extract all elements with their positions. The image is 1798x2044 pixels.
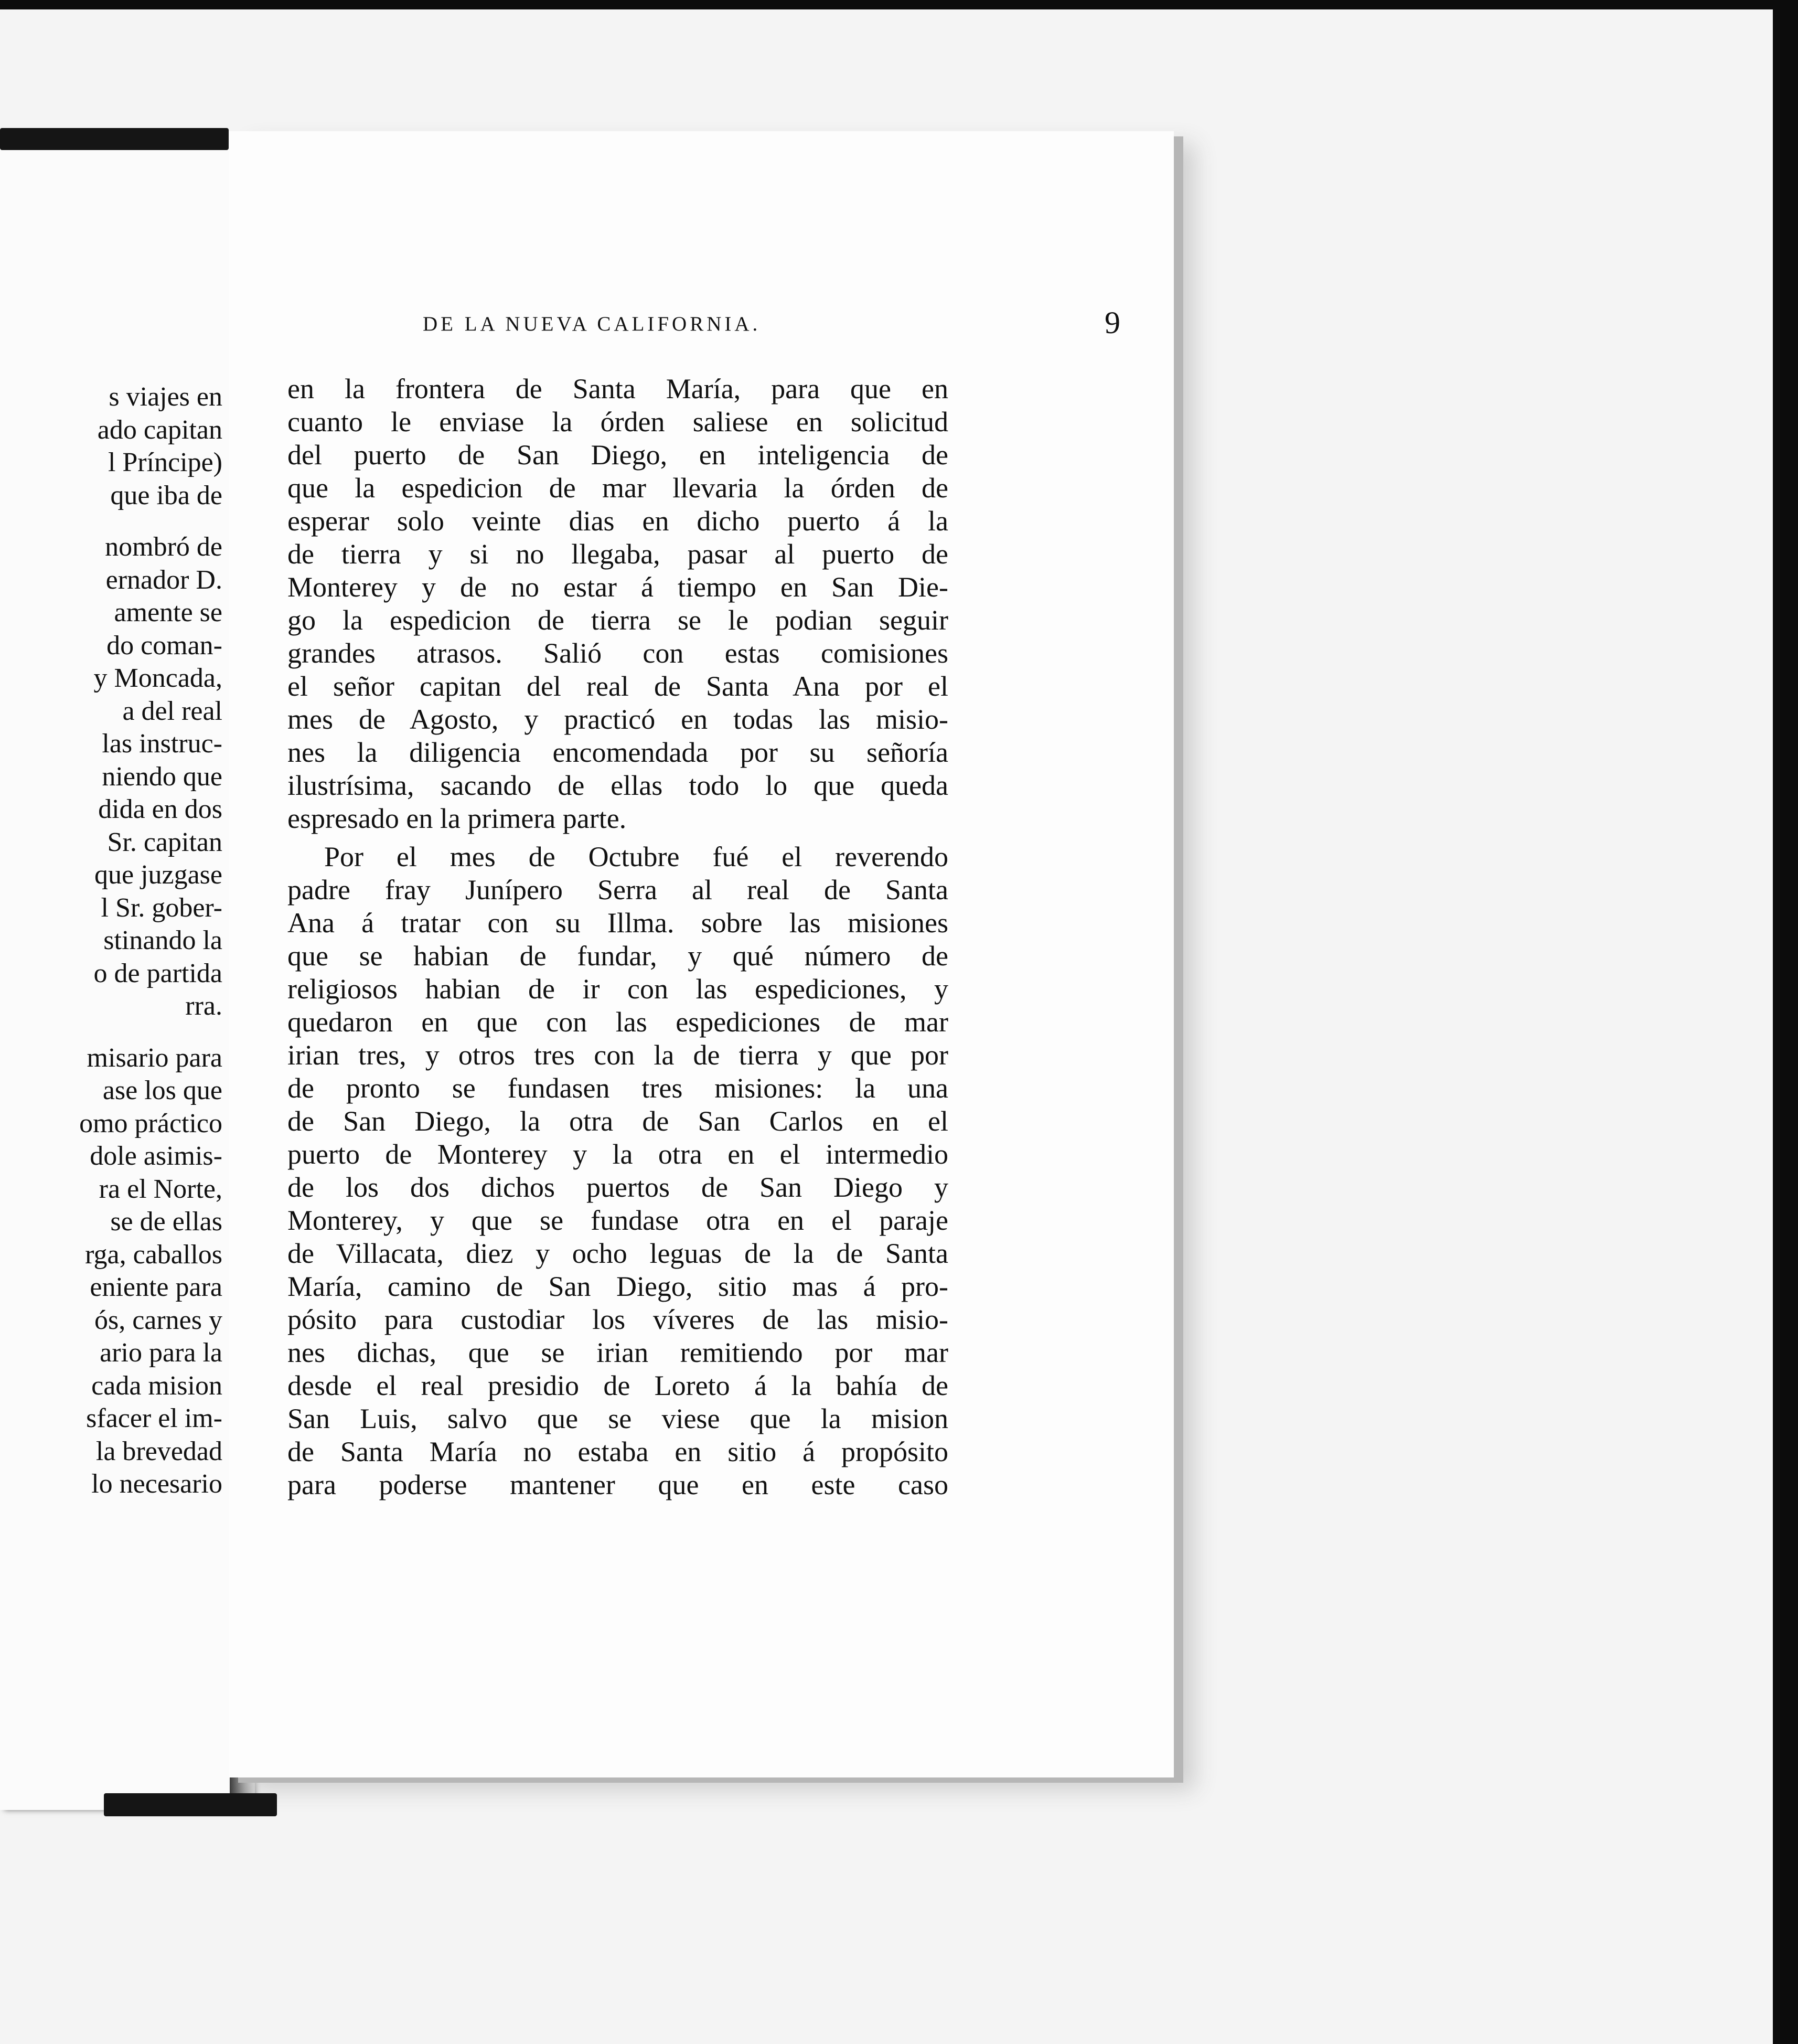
left-text-line: Sr. capitan — [107, 827, 222, 857]
text-line: nes dichas, que se irian remitiendo por mar — [287, 1337, 948, 1368]
running-head — [423, 305, 1120, 344]
left-text-line: l Sr. gober- — [101, 892, 222, 923]
left-text-line: s viajes en — [109, 382, 222, 412]
text-line: esperar solo veinte dias en dicho puerto á la — [287, 505, 948, 537]
left-text-line: a del real — [122, 696, 222, 726]
left-text-line: ós, carnes y — [94, 1305, 222, 1335]
text-line: religiosos habian de ir con las espediciones, y — [287, 973, 948, 1005]
text-line: del puerto de San Diego, en inteligencia de — [287, 439, 948, 471]
left-text-line: ernador D. — [105, 565, 222, 595]
text-line: Monterey, y que se fundase otra en el paraje — [287, 1205, 948, 1236]
right-page — [229, 131, 1174, 1777]
running-title: DE LA NUEVA CALIFORNIA. — [423, 313, 761, 335]
left-text-line: sfacer el im- — [86, 1403, 222, 1433]
text-line: para poderse mantener que en este caso — [287, 1469, 948, 1500]
left-text-line: misario para — [87, 1042, 222, 1073]
text-line: Por el mes de Octubre fué el reverendo — [324, 841, 948, 872]
left-text-line: dida en dos — [98, 794, 222, 824]
text-line: de tierra y si no llegaba, pasar al puerto de — [287, 538, 948, 570]
text-line: desde el real presidio de Loreto á la bahía de — [287, 1370, 948, 1401]
text-line: Ana á tratar con su Illma. sobre las misiones — [287, 907, 948, 939]
book-clip-bottom — [104, 1793, 277, 1816]
left-text-line: l Príncipe) — [108, 448, 222, 477]
text-line: Monterey y de no estar á tiempo en San Die- — [287, 571, 948, 603]
left-text-line: amente se — [114, 598, 222, 627]
left-text-line: rra. — [185, 991, 222, 1021]
body-text — [287, 372, 948, 1502]
text-line: que la espedicion de mar llevaria la órden de — [287, 472, 948, 504]
left-text-line: la brevedad — [95, 1436, 222, 1466]
text-line: ilustrísima, sacando de ellas todo lo que queda — [287, 770, 948, 801]
left-text-line: eniente para — [90, 1272, 222, 1302]
text-line: de pronto se fundasen tres misiones: la una — [287, 1072, 948, 1104]
text-line: el señor capitan del real de Santa Ana por el — [287, 670, 948, 702]
scan-right-border — [1773, 0, 1798, 2044]
left-text-line: ase los que — [102, 1076, 222, 1105]
text-line: padre fray Junípero Serra al real de Santa — [287, 874, 948, 906]
left-text-line: las instruc- — [102, 729, 222, 759]
scan-top-border — [0, 0, 1798, 9]
text-line: mes de Agosto, y practicó en todas las misio- — [287, 704, 948, 735]
text-line: cuanto le enviase la órden saliese en solicitud — [287, 406, 948, 438]
left-text-line: y Moncada, — [93, 663, 222, 693]
left-text-line: do coman- — [106, 630, 222, 661]
left-text-line: lo necesario — [91, 1469, 222, 1499]
left-text-line: que juzgase — [94, 860, 222, 890]
left-text-line: cada mision — [91, 1370, 222, 1401]
text-line: nes la diligencia encomendada por su señoría — [287, 737, 948, 768]
text-line: de Santa María no estaba en sitio á propósito — [287, 1436, 948, 1467]
left-text-line: o de partida — [93, 958, 222, 988]
left-text-line: dole asimis- — [90, 1141, 222, 1171]
text-line: en la frontera de Santa María, para que en — [287, 373, 948, 404]
left-text-line: rga, caballos — [85, 1239, 222, 1270]
text-line: quedaron en que con las espediciones de mar — [287, 1006, 948, 1038]
left-page — [0, 148, 252, 1810]
left-text-line: que iba de — [110, 480, 222, 510]
text-line: de los dos dichos puertos de San Diego y — [287, 1172, 948, 1203]
text-line: puerto de Monterey y la otra en el intermedio — [287, 1138, 948, 1170]
left-text-line: stinando la — [103, 925, 222, 955]
page-number: 9 — [1105, 305, 1120, 340]
left-text-line: ario para la — [100, 1338, 222, 1368]
text-line: irian tres, y otros tres con la de tierra y que por — [287, 1039, 948, 1071]
text-line: que se habian de fundar, y qué número de — [287, 940, 948, 972]
left-text-line: ado capitan — [97, 414, 222, 445]
text-line: grandes atrasos. Salió con estas comisiones — [287, 637, 948, 669]
left-text-line: omo práctico — [79, 1108, 222, 1138]
text-line: San Luis, salvo que se viese que la mision — [287, 1403, 948, 1434]
text-line: pósito para custodiar los víveres de las misio- — [287, 1304, 948, 1335]
text-line: espresado en la primera parte. — [287, 803, 627, 834]
left-text-line: se de ellas — [110, 1207, 222, 1237]
left-text-line: ra el Norte, — [99, 1174, 222, 1204]
left-text-line: nombró de — [105, 532, 222, 562]
text-line: María, camino de San Diego, sitio mas á pro- — [287, 1271, 948, 1302]
text-line: go la espedicion de tierra se le podian seguir — [287, 604, 948, 636]
left-page-text — [0, 381, 222, 1501]
book-clip-top — [0, 128, 229, 150]
text-line: de San Diego, la otra de San Carlos en el — [287, 1105, 948, 1137]
text-line: de Villacata, diez y ocho leguas de la de Santa — [287, 1238, 948, 1269]
left-text-line: niendo que — [102, 761, 222, 792]
